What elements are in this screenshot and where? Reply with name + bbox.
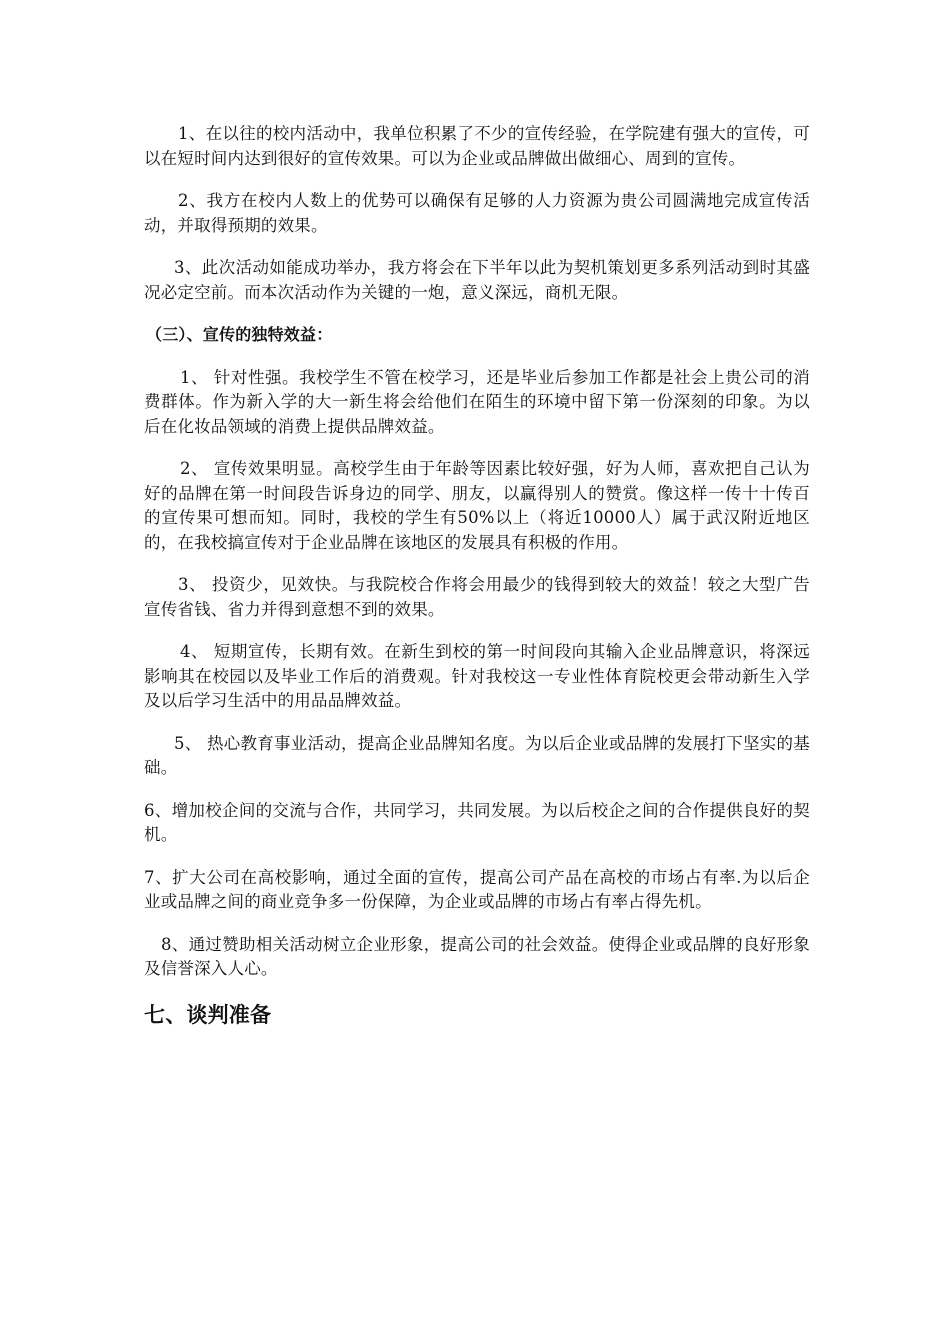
paragraph-opportunity: 3、此次活动如能成功举办，我方将会在下半年以此为契机策划更多系列活动到时其盛况必定空前。而本次活动作为关键的一炮，意义深远，商机无限。 (144, 258, 810, 302)
benefit-item-6: 6、增加校企间的交流与合作，共同学习，共同发展。为以后校企之间的合作提供良好的契机。 (144, 800, 810, 844)
benefit-item-8: 8、通过赞助相关活动树立企业形象，提高公司的社会效益。使得企业或品牌的良好形象及信誉深入人心。 (144, 934, 810, 978)
benefit-item-1: 1、 针对性强。我校学生不管在校学习，还是毕业后参加工作都是社会上贵公司的消费群体。作为新入学的大一新生将会给他们在陌生的环境中留下第一份深刻的印象。为以后在化妆品领域的消费上提供品牌效益。 (144, 367, 810, 436)
paragraph-experience: 1、在以往的校内活动中，我单位积累了不少的宣传经验，在学院建有强大的宣传，可以在短时间内达到很好的宣传效果。可以为企业或品牌做出做细心、周到的宣传。 (144, 124, 810, 168)
benefit-item-3: 3、 投资少，见效快。与我院校合作将会用最少的钱得到较大的效益！较之大型广告宣传省钱、省力并得到意想不到的效果。 (144, 575, 810, 619)
paragraph-manpower: 2、我方在校内人数上的优势可以确保有足够的人力资源为贵公司圆满地完成宣传活动，并取得预期的效果。 (144, 191, 810, 235)
section-heading: 七、谈判准备 (144, 1002, 272, 1027)
benefit-item-2: 2、 宣传效果明显。高校学生由于年龄等因素比较好强，好为人师，喜欢把自己认为好的品牌在第一时间段告诉身边的同学、朋友，以赢得别人的赞赏。像这样一传十十传百的宣传果可想而知。同时，我校的学生有50%以上（将近10000人）属于武汉附近地区的，在我校搞宣传对于企业品牌在该地区的发展具有积极的作用。 (144, 459, 810, 552)
benefit-item-7: 7、扩大公司在高校影响，通过全面的宣传，提高公司产品在高校的市场占有率.为以后企业或品牌之间的商业竞争多一份保障，为企业或品牌的市场占有率占得先机。 (144, 867, 810, 911)
benefit-item-5: 5、 热心教育事业活动，提高企业品牌知名度。为以后企业或品牌的发展打下坚实的基础。 (144, 733, 810, 777)
document-page (144, 122, 810, 1030)
benefit-item-4: 4、 短期宣传，长期有效。在新生到校的第一时间段向其输入企业品牌意识，将深远影响其在校园以及毕业工作后的消费观。针对我校这一专业性体育院校更会带动新生入学及以后学习生活中的用品品牌效益。 (144, 642, 810, 710)
subheading-benefits: （三）、宣传的独特效益： (146, 325, 333, 344)
